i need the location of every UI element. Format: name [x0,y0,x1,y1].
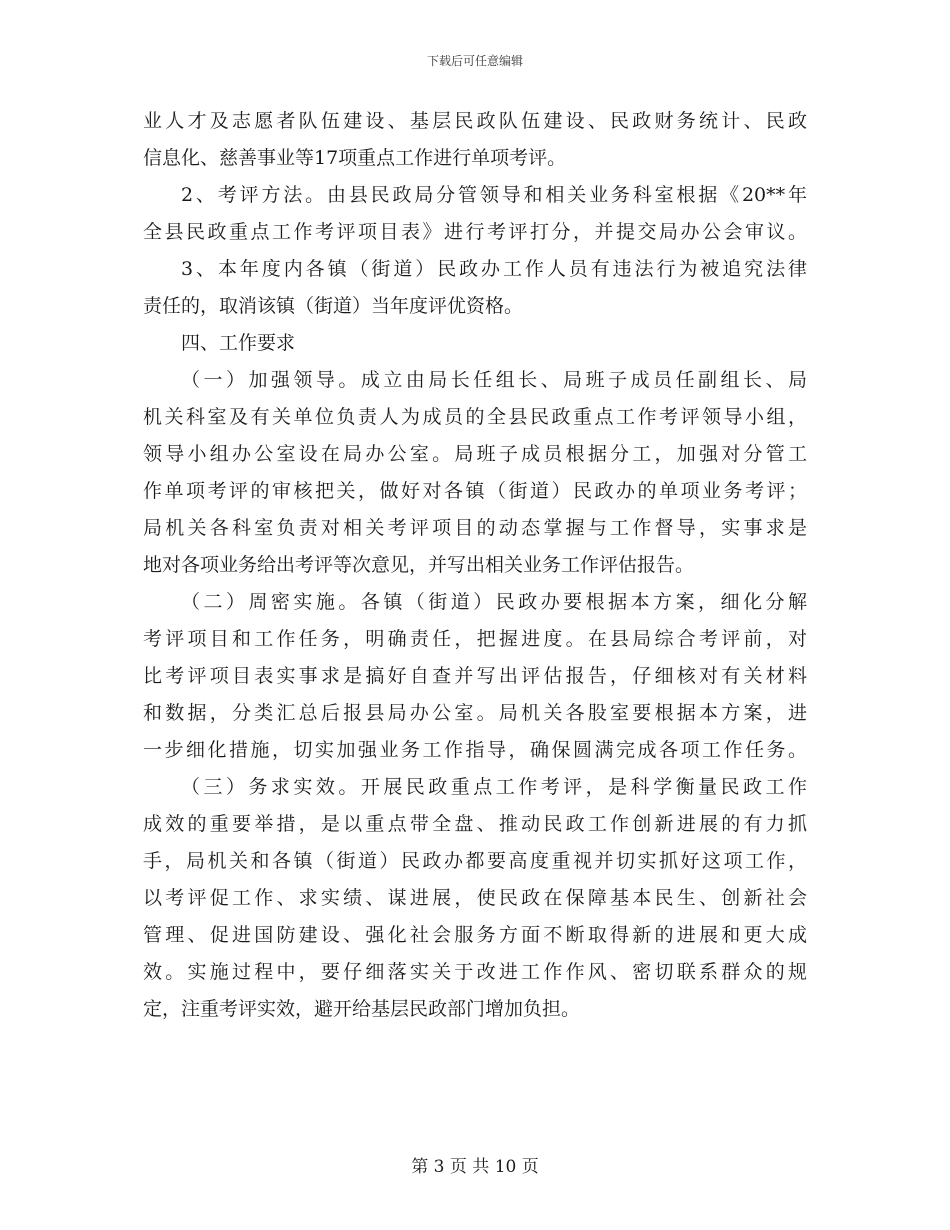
paragraph-line: 责任的，取消该镇（街道）当年度评优资格。 [143,295,524,317]
paragraph-line: 作单项考评的审核把关，做好对各镇（街道）民政办的单项业务考评； [143,480,807,502]
paragraph-line: 比考评项目表实事求是搞好自查并写出评估报告，仔细核对有关材料 [143,665,807,687]
paragraph-line: （二）周密实施。各镇（街道）民政办要根据本方案，细化分解 [181,591,807,613]
paragraph-line: 定，注重考评实效，避开给基层民政部门增加负担。 [143,998,581,1020]
page-header: 下载后可任意编辑 [426,54,523,68]
paragraph-line: 领导小组办公室设在局办公室。局班子成员根据分工，加强对分管工 [143,443,807,465]
paragraph-line: 2、考评方法。由县民政局分管领导和相关业务科室根据《20**年 [181,184,807,206]
paragraph-line: （一）加强领导。成立由局长任组长、局班子成员任副组长、局 [181,369,807,391]
paragraph-line: 管理、促进国防建设、强化社会服务方面不断取得新的进展和更大成 [143,924,807,946]
paragraph-line: 一步细化措施，切实加强业务工作指导，确保圆满完成各项工作任务。 [143,739,807,761]
paragraph-line: 机关科室及有关单位负责人为成员的全县民政重点工作考评领导小组， [143,406,807,428]
paragraph-line: 手，局机关和各镇（街道）民政办都要高度重视并切实抓好这项工作， [143,850,807,872]
paragraph-line: 地对各项业务给出考评等次意见，并写出相关业务工作评估报告。 [143,554,695,576]
paragraph-line: 局机关各科室负责对相关考评项目的动态掌握与工作督导，实事求是 [143,517,807,539]
page-footer: 第 3 页 共 10 页 [411,1157,539,1177]
paragraph-line: 业人才及志愿者队伍建设、基层民政队伍建设、民政财务统计、民政 [143,110,807,132]
paragraph-line: 和数据，分类汇总后报县局办公室。局机关各股室要根据本方案，进 [143,702,807,724]
paragraph-line: 3、本年度内各镇（街道）民政办工作人员有违法行为被追究法律 [181,258,807,280]
section-heading: 四、工作要求 [181,332,296,354]
paragraph-line: 成效的重要举措，是以重点带全盘、推动民政工作创新进展的有力抓 [143,813,807,835]
document-body [143,103,807,1028]
paragraph-line: 全县民政重点工作考评项目表》进行考评打分，并提交局办公会审议。 [143,221,807,243]
paragraph-line: 考评项目和工作任务，明确责任，把握进度。在县局综合考评前，对 [143,628,807,650]
paragraph-line: 以考评促工作、求实绩、谋进展，使民政在保障基本民生、创新社会 [143,887,807,909]
paragraph-line: （三）务求实效。开展民政重点工作考评，是科学衡量民政工作 [181,776,807,798]
paragraph-line: 效。实施过程中，要仔细落实关于改进工作作风、密切联系群众的规 [143,961,807,983]
paragraph-line: 信息化、慈善事业等17项重点工作进行单项考评。 [143,147,567,169]
